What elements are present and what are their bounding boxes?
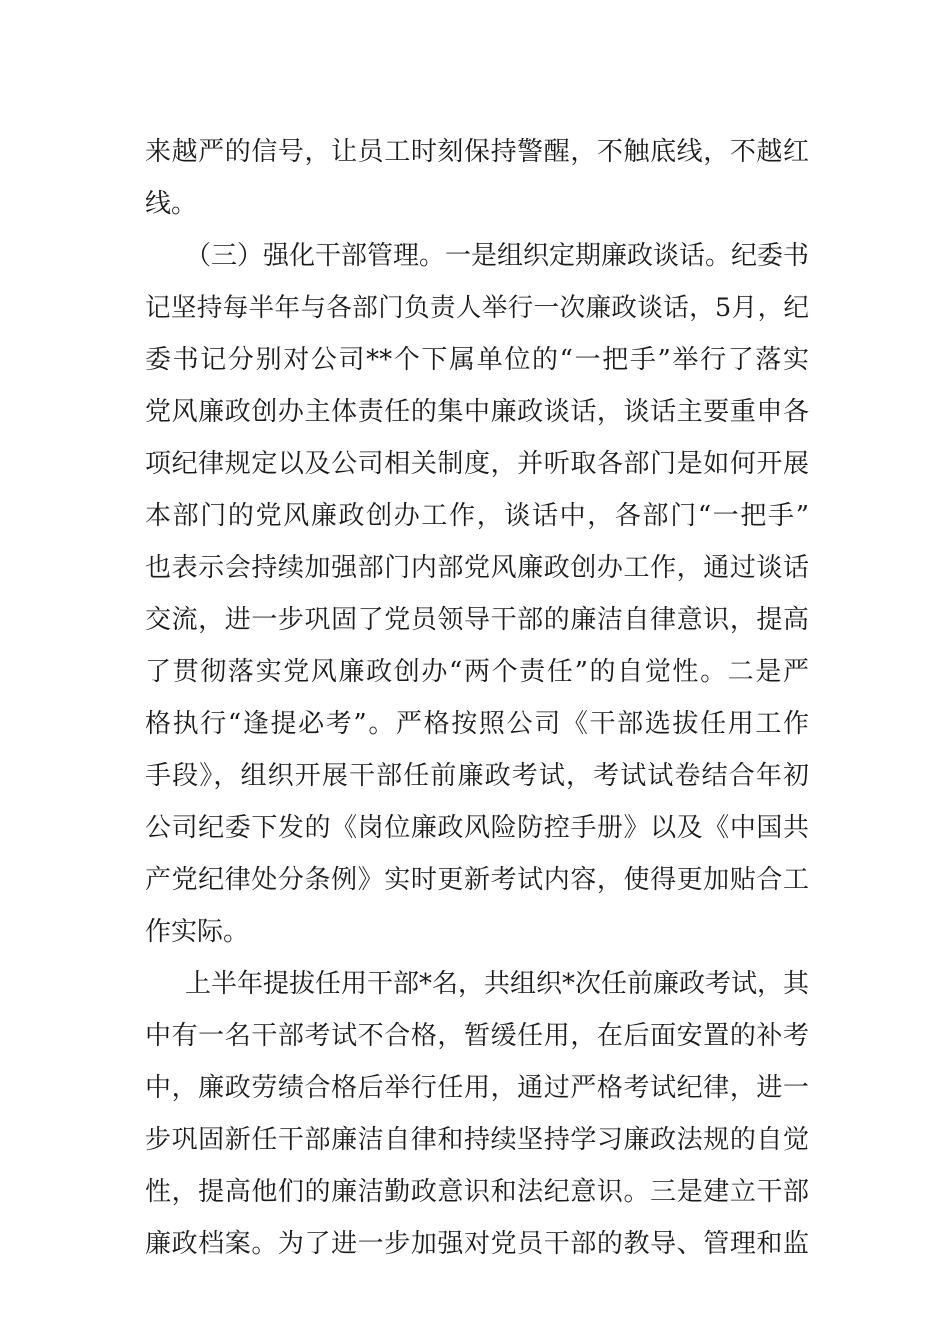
text-line: 交流，进一步巩固了党员领导干部的廉洁自律意识，提高 (145, 605, 809, 635)
text-line: 手段》，组织开展干部任前廉政考试，考试试卷结合年初 (145, 761, 809, 791)
text-line: 来越严的信号，让员工时刻保持警醒，不触底线，不越红 (145, 137, 809, 167)
text-line: 党风廉政创办主体责任的集中廉政谈话，谈话主要重申各 (145, 397, 809, 427)
text-line: 上半年提拔任用干部*名，共组织*次任前廉政考试，其 (185, 969, 810, 999)
text-line: 项纪律规定以及公司相关制度，并听取各部门是如何开展 (145, 449, 809, 479)
text-line: 公司纪委下发的《岗位廉政风险防控手册》以及《中国共 (145, 813, 809, 843)
text-line: 步巩固新任干部廉洁自律和持续坚持学习廉政法规的自觉 (145, 1125, 809, 1155)
text-line: 线。 (145, 189, 198, 219)
text-line: （三）强化干部管理。一是组织定期廉政谈话。纪委书 (185, 241, 810, 271)
text-line: 廉政档案。为了进一步加强对党员干部的教导、管理和监 (145, 1229, 809, 1259)
text-line: 中，廉政劳绩合格后举行任用，通过严格考试纪律，进一 (145, 1073, 809, 1103)
text-line: 格执行“逢提必考”。严格按照公司《干部选拔任用工作 (145, 709, 809, 739)
text-line: 了贯彻落实党风廉政创办“两个责任”的自觉性。二是严 (145, 657, 809, 687)
text-line: 本部门的党风廉政创办工作，谈话中，各部门“一把手” (145, 501, 809, 531)
text-line: 委书记分别对公司**个下属单位的“一把手”举行了落实 (145, 345, 809, 375)
text-line: 产党纪律处分条例》实时更新考试内容，使得更加贴合工 (145, 865, 809, 895)
text-line: 也表示会持续加强部门内部党风廉政创办工作，通过谈话 (145, 553, 809, 583)
text-line: 作实际。 (145, 917, 250, 947)
text-line: 性，提高他们的廉洁勤政意识和法纪意识。三是建立干部 (145, 1177, 809, 1207)
text-line: 中有一名干部考试不合格，暂缓任用，在后面安置的补考 (145, 1021, 809, 1051)
text-line: 记坚持每半年与各部门负责人举行一次廉政谈话，5月，纪 (145, 293, 809, 323)
